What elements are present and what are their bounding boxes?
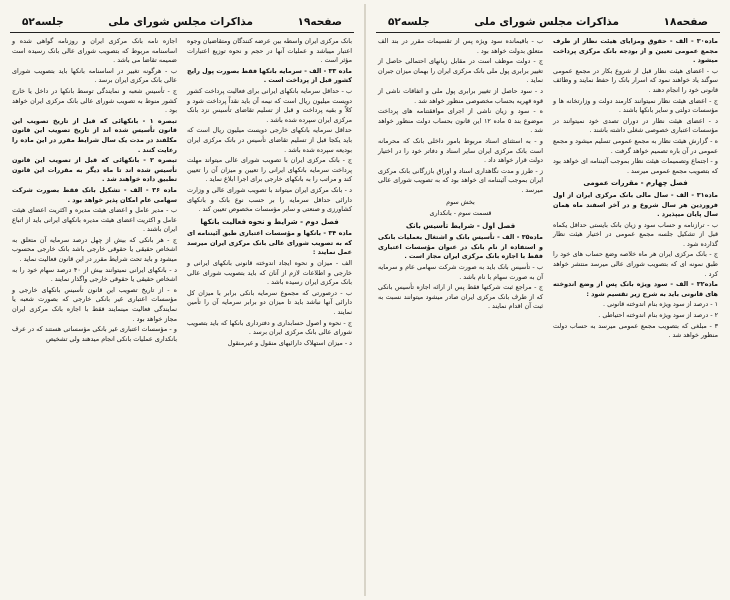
article-paragraph: ماده۳۱ - الف - سال مالی بانک مرکزی ایران از اول فروردین هر سال شروع و در آخر اسفند ماه همان سال پایان میپذیرد . — [553, 190, 718, 219]
text-columns — [368, 33, 728, 342]
article-paragraph: تبصره ۱ - بانکهائی که قبل از تاریخ تصویب این قانون تأسیس شده اند از تاریخ تصویب این قانون مکلفند در مدت یک سال شرایط مقرر در این ماده را رعایت کنند . — [12, 116, 177, 154]
clause-paragraph: حداقل سرمایه بانکهای خارجی دویست میلیون ریال است که باید یکجا قبل از تسلیم تقاضای تأسیس در بانک مرکزی ایران بودیعه سپرده شده باشد . — [187, 126, 352, 154]
article-paragraph: ماده ۳۶ - الف - تشکیل بانک فقط بصورت شرکت سهامی عام امکان پذیر خواهد بود . — [12, 185, 177, 204]
header-title: مذاکرات مجلس شورای ملی — [108, 16, 253, 28]
clause-paragraph: د - اعضای هیئت نظار در دوران تصدی خود نمیتوانند در مؤسسات اعتباری خصوصی شغلی داشته باشند . — [553, 116, 718, 135]
clause-paragraph: ۱ - درصد از سود ویژه بنام اندوخته قانونی . — [603, 300, 718, 309]
page-number: صفحه۱۸ — [663, 16, 708, 28]
clause-paragraph: د - سود حاصل از تغییر برابری پول ملی و اتفاقات ناشی از قوه قهریه بحساب مخصوصی منظور خواهد شد . — [378, 86, 543, 105]
text-column — [187, 37, 352, 349]
clause-paragraph: ج - نحوه و اصول حسابداری و دفترداری بانکها که باید بتصویب شورای عالی بانک مرکزی ایران برسد . — [187, 318, 352, 337]
text-columns — [2, 33, 362, 349]
clause-paragraph: ه - از تاریخ تصویب این قانون تأسیس بانکهای خارجی و مؤسسات اعتباری غیر بانکی خارجی که بصورت شعبه یا نمایندگی فعالیت مینمایند فقط با اجازه بانک مرکزی ایران مجاز خواهد بود . — [12, 285, 177, 323]
clause-paragraph: الف - میزان و نحوه ایجاد اندوخته قانونی بانکهای ایرانی و خارجی و اطلاعات لازم از آنان که باید بتصویب شورای عالی بانک مرکزی ایران رسیده باشد . — [187, 259, 352, 287]
article-paragraph: ماده ۳۴ - بانکها و مؤسسات اعتباری طبق آئیننامه ای که به تصویب شورای عالی بانک مرکزی ایران میرسد عمل نمایند : — [187, 229, 352, 257]
subsection-heading: بخش سوم — [446, 197, 475, 206]
right-page — [368, 6, 728, 596]
session-number: جلسه۵۲ — [388, 16, 430, 28]
article-paragraph: ماده۳۲ - الف - سود ویژه بانک پس از وضع اندوخته های قانونی باید به شرح زیر تقسیم شود : — [553, 280, 718, 298]
article-paragraph: ماده ۳۳ - الف - سرمایه بانکها فقط بصورت پول رایج کشور قبل از پرداخت است . — [187, 66, 352, 85]
clause-paragraph: و - مؤسسات اعتباری غیر بانکی مؤسساتی هستند که در عرف بانکداری عملیات بانکی انجام میدهند ولی تشخیص — [12, 325, 177, 343]
clause-paragraph: ه - سود و زیان ناشی از اجرای موافقتنامه های پرداخت موضوع بند ۵ ماده ۱۲ این قانون بحساب دولت منظور خواهد شد . — [378, 107, 544, 135]
clause-paragraph: ج - دولت موظف است در مقابل زیانهای احتمالی حاصل از تغییر برابری پول ملی بانک مرکزی ایران را بهمان میزان جبران نماید . — [378, 57, 543, 85]
clause-paragraph: ج - بانک مرکزی ایران هر ماه خلاصه وضع حساب های خود را طبق نمونه ای که بتصویب شورای عالی میرسد منتشر خواهد کرد . — [553, 250, 718, 278]
left-page — [2, 6, 362, 596]
clause-paragraph: ۳ - مبلغی که بتصویب مجمع عمومی میرسد به حساب دولت منظور خواهد شد . — [553, 321, 718, 340]
clause-paragraph: ج - اعضای هیئت نظار نمیتوانند کارمند دولت و وزارتخانه ها و مؤسسات دولتی و سایر بانکها باشند . — [553, 96, 718, 115]
clause-paragraph: ب - مدیر عامل و اعضای هیئت مدیره و اکثریت اعضای هیئت عامل و اکثریت اعضای هیئت مدیره بانکهای ایرانی باید از اتباع ایران باشند . — [12, 206, 177, 234]
page-gutter — [364, 4, 366, 596]
clause-paragraph: ب - ترازنامه و حساب سود و زیان بانک بایستی حداقل یکماه قبل از تشکیل جلسه مجمع عمومی در اختیار هیئت نظار گذارده شود . — [553, 220, 718, 248]
clause-paragraph: و - اجتماع وتصمیمات هیئت نظار بموجب آئیننامه ای خواهد بود که بتصویب مجمع عمومی میرسد . — [553, 157, 718, 175]
clause-paragraph: ج - تأسیس شعبه و نمایندگی توسط بانکها در داخل یا خارج کشور منوط به تصویب شورای عالی بانک مرکزی ایران خواهد بود . — [12, 86, 177, 115]
text-column — [553, 37, 718, 342]
clause-paragraph: ب - اعضای هیئت نظار قبل از شروع بکار در مجمع عمومی سوگند یاد خواهند نمود که اسرار بانک را حفظ نمایند و وظائف قانونی خود را انجام دهند . — [553, 66, 718, 94]
clause-paragraph: ب - هرگونه تغییر در اساسنامه بانکها باید بتصویب شورای عالی بانک مرکزی ایران برسد . — [12, 66, 177, 85]
section-heading: فصل چهارم - مقررات عمومی — [583, 179, 688, 188]
clause-paragraph: ب - باقیمانده سود ویژه پس از تقسیمات مقرر در بند الف متعلق بدولت خواهد بود . — [378, 37, 543, 55]
page-header — [10, 6, 354, 33]
clause-paragraph: ب - درصورتی که مجموع سرمایه بانکی برابر با میزان کل دارائی آنها نباشد باید تا میزان دو برابر سرمایه آن را تأمین نمایند . — [187, 288, 352, 317]
clause-paragraph: ج - مراجع ثبت شرکتها فقط پس از ارائه اجازه تأسیس بانکی که از طرف بانک مرکزی ایران صادر میشود میتوانند نسبت به ثبت آن اقدام نمایند . — [378, 283, 543, 311]
article-paragraph: ماده۳۵ - الف - تأسیس بانک و اشتغال بعملیات بانکی و استفاده از نام بانک در عنوان مؤسسات اعتباری فقط با اجازه بانک مرکزی ایران مجاز است . — [378, 233, 543, 261]
clause-paragraph: ب - تأسیس بانک باید به صورت شرکت سهامی عام و سرمایه آن به صورت سهام با نام باشد . — [378, 263, 543, 281]
article-paragraph: تبصره ۲ - بانکهائی که قبل از تصویب این قانون تأسیس شده اند تا ماه دیگر به مقررات این قانون تطبیق داده خواهند شد . — [12, 156, 178, 184]
clause-paragraph: اجازه نامه بانک مرکزی ایران و روزنامه گواهی شده و اساسنامه مربوط که بتصویب شورای عالی بانک رسیده است ضمیمه تقاضا می باشد . — [12, 37, 177, 65]
clause-paragraph: د - میزان استهلاک دارائیهای منقول و غیرمنقول — [227, 338, 352, 347]
section-heading: فصل دوم - شرایط و نحوه فعالیت بانکها — [200, 217, 339, 226]
clause-paragraph: ۲ - درصد از سود ویژه بنام اندوخته احتیاطی . — [598, 311, 718, 320]
session-number: جلسه۵۲ — [22, 16, 64, 28]
clause-paragraph: د - بانک مرکزی ایران میتواند با تصویب شورای عالی و وزارت دارائی حداقل سرمایه را بر حسب نوع بانک و بانکهای کشاورزی و صنعتی و سایر مؤسسات مخصوص تعیین کند . — [187, 185, 352, 214]
clause-paragraph: بانک مرکزی ایران واسطه بین عرضه کنندگان ومتقاضیان وجوه اعتبار میباشد و عملیات آنها در حجم و نحوه توزیع اعتبارات مؤثر است . — [187, 37, 352, 65]
clause-paragraph: ز - طرز و مدت نگاهداری اسناد و اوراق بازرگانی بانک مرکزی ایران بموجب آئیننامه ای خواهد بود که به تصویب شورای عالی میرسد . — [378, 166, 543, 194]
page-header — [376, 6, 720, 33]
clause-paragraph: و - به استثنای اسناد مربوط بامور داخلی بانک که محرمانه است بانک مرکزی ایران سایر اسناد و دفاتر خود را در اختیار دولت قرار خواهد داد . — [378, 136, 543, 165]
article-paragraph: ماده۳۰ - الف - حقوق ومزایای هیئت نظار از طرف مجمع عمومی تعیین و از بودجه بانک مرکزی پرداخت میشود . — [553, 37, 718, 65]
clause-paragraph: د - بانکهای ایرانی نمیتوانند بیش از ۴۰ درصد سهام خود را به اشخاص حقیقی یا حقوقی خارجی واگذار نمایند . — [12, 265, 177, 284]
text-column — [378, 37, 543, 342]
clause-paragraph: ه - گزارش هیئت نظار به مجمع عمومی تسلیم میشود و مجمع عمومی در آن باره تصمیم خواهد گرفت . — [553, 136, 718, 155]
clause-paragraph: ج - هر بانکی که بیش از چهل درصد سرمایه آن متعلق به اشخاص حقیقی یا حقوقی خارجی باشد بانک خارجی محسوب میشود و باید تحت شرایط مقرر در این قانون فعالیت نماید . — [12, 235, 177, 264]
page-number: صفحه۱۹ — [297, 16, 342, 28]
text-column — [12, 37, 177, 349]
subsection-heading: قسمت سوم - بانکداری — [429, 209, 492, 218]
clause-paragraph: ج - بانک مرکزی ایران با تصویب شورای عالی میتواند مهلت پرداخت سرمایه بانکهای ایرانی را تعیین و میزان آن را تعیین کند و مراتب را به بانکهای خارجی برای اجرا ابلاغ نماید . — [187, 156, 352, 184]
header-title: مذاکرات مجلس شورای ملی — [474, 16, 619, 28]
section-heading: فصل اول - شرایط تأسیس بانک — [405, 221, 516, 230]
clause-paragraph: ب - حداقل سرمایه بانکهای ایرانی برای فعالیت پرداخت کشور دویست میلیون ریال است که نیمه آن باید نقداً پرداخت شود و کلاً و بقیه پرداخت و قبل از تسلیم تقاضای تأسیس نزد بانک مرکزی ایران سپرده شده باشد . — [187, 86, 352, 124]
